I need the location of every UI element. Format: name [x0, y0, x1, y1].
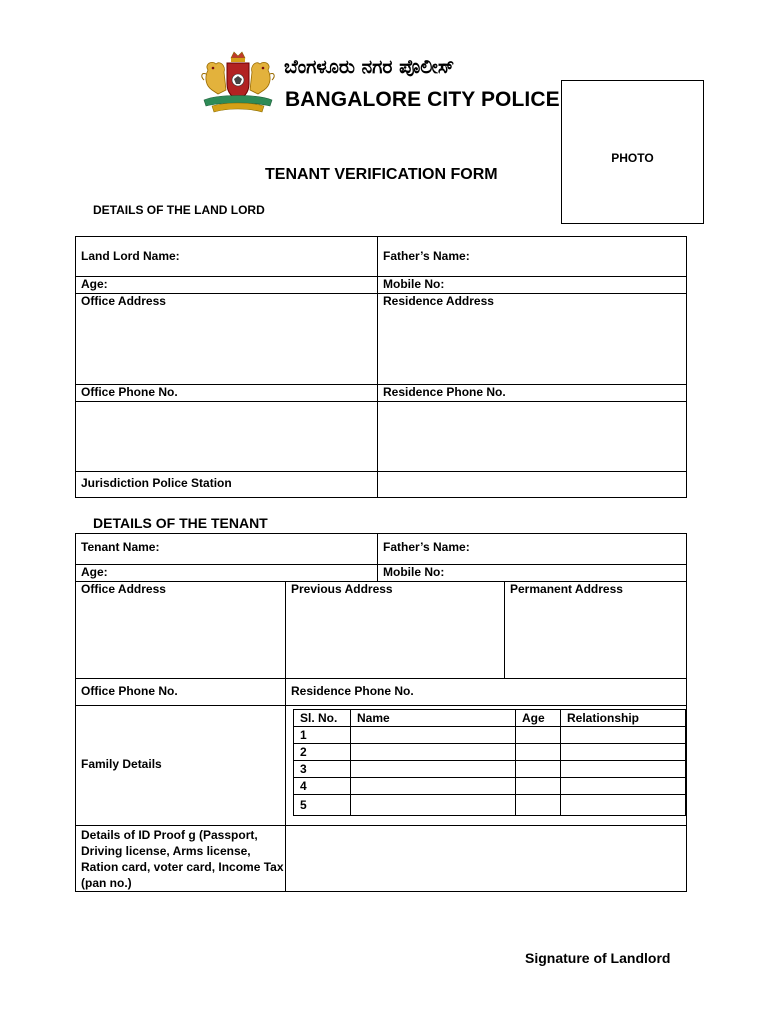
- family-row: [294, 744, 686, 761]
- department-title: BANGALORE CITY POLICE: [285, 88, 560, 111]
- form-title: TENANT VERIFICATION FORM: [265, 166, 498, 183]
- tenant-father-label: Father’s Name:: [383, 540, 470, 554]
- landlord-residence-phone-field[interactable]: [377, 401, 687, 472]
- family-row-number: 3: [294, 761, 351, 778]
- family-row-number: 5: [294, 795, 351, 816]
- tenant-father-field[interactable]: [377, 533, 687, 565]
- tenant-previous-address-field[interactable]: [285, 581, 505, 679]
- family-relationship-cell[interactable]: [561, 744, 686, 761]
- family-row: [294, 795, 686, 816]
- karnataka-emblem-icon: [198, 50, 278, 116]
- family-details-header: [75, 705, 286, 826]
- id-proof-label: Details of ID Proof g (Passport, Driving license, Arms license, Ration card, voter card, Income Tax (pan no.): [81, 828, 284, 890]
- tenant-residence-phone-field[interactable]: [285, 678, 687, 706]
- tenant-mobile-field[interactable]: [377, 564, 687, 582]
- family-age-cell[interactable]: [516, 744, 561, 761]
- family-table-header-row: [294, 710, 686, 727]
- landlord-mobile-label: Mobile No:: [383, 277, 445, 291]
- landlord-office-address-label: Office Address: [81, 294, 166, 308]
- jurisdiction-field[interactable]: [377, 471, 687, 498]
- landlord-residence-phone-header: [377, 384, 687, 402]
- family-relationship-cell[interactable]: [561, 727, 686, 744]
- family-name-cell[interactable]: [351, 778, 516, 795]
- photo-box: [561, 80, 704, 224]
- family-name-cell[interactable]: [351, 744, 516, 761]
- landlord-residence-address-field[interactable]: [377, 293, 687, 385]
- landlord-father-label: Father’s Name:: [383, 249, 470, 263]
- landlord-office-phone-label: Office Phone No.: [81, 385, 178, 399]
- tenant-name-field[interactable]: [75, 533, 378, 565]
- id-proof-header: [75, 825, 286, 892]
- family-row-number: 1: [294, 727, 351, 744]
- family-row: [294, 778, 686, 795]
- family-age-cell[interactable]: [516, 727, 561, 744]
- landlord-name-label: Land Lord Name:: [81, 249, 180, 263]
- family-name-cell[interactable]: [351, 761, 516, 778]
- landlord-age-field[interactable]: [75, 276, 378, 294]
- landlord-signature-label: Signature of Landlord: [525, 950, 671, 966]
- landlord-father-field[interactable]: [377, 236, 687, 277]
- landlord-name-field[interactable]: [75, 236, 378, 277]
- jurisdiction-header: [75, 471, 378, 498]
- landlord-age-label: Age:: [81, 277, 108, 291]
- family-details-table: [293, 709, 686, 816]
- tenant-permanent-address-field[interactable]: [504, 581, 687, 679]
- family-age-cell[interactable]: [516, 795, 561, 816]
- landlord-residence-phone-label: Residence Phone No.: [383, 385, 506, 399]
- landlord-office-address-field[interactable]: [75, 293, 378, 385]
- tenant-residence-phone-label: Residence Phone No.: [291, 684, 414, 698]
- family-row-number: 2: [294, 744, 351, 761]
- jurisdiction-label: Jurisdiction Police Station: [81, 476, 232, 490]
- family-row: [294, 727, 686, 744]
- landlord-office-phone-header: [75, 384, 378, 402]
- col-name: Name: [351, 710, 516, 727]
- family-row: [294, 761, 686, 778]
- tenant-age-label: Age:: [81, 565, 108, 579]
- landlord-residence-address-label: Residence Address: [383, 294, 494, 308]
- tenant-permanent-address-label: Permanent Address: [510, 582, 623, 596]
- tenant-office-phone-label: Office Phone No.: [81, 684, 178, 698]
- tenant-age-field[interactable]: [75, 564, 378, 582]
- tenant-office-address-label: Office Address: [81, 582, 166, 596]
- photo-label: PHOTO: [611, 151, 654, 165]
- col-sl-no: Sl. No.: [294, 710, 351, 727]
- family-name-cell[interactable]: [351, 795, 516, 816]
- family-name-cell[interactable]: [351, 727, 516, 744]
- kannada-title: ಬೆಂಗಳೂರು ನಗರ ಪೊಲೀಸ್: [284, 56, 455, 78]
- family-age-cell[interactable]: [516, 778, 561, 795]
- tenant-section-title: DETAILS OF THE TENANT: [93, 515, 268, 531]
- tenant-mobile-label: Mobile No:: [383, 565, 445, 579]
- family-details-label: Family Details: [81, 757, 162, 771]
- family-relationship-cell[interactable]: [561, 778, 686, 795]
- tenant-previous-address-label: Previous Address: [291, 582, 393, 596]
- tenant-name-label: Tenant Name:: [81, 540, 160, 554]
- col-relationship: Relationship: [561, 710, 686, 727]
- family-relationship-cell[interactable]: [561, 795, 686, 816]
- landlord-mobile-field[interactable]: [377, 276, 687, 294]
- col-age: Age: [516, 710, 561, 727]
- family-age-cell[interactable]: [516, 761, 561, 778]
- family-relationship-cell[interactable]: [561, 761, 686, 778]
- family-row-number: 4: [294, 778, 351, 795]
- tenant-office-phone-field[interactable]: [75, 678, 286, 706]
- id-proof-field[interactable]: [285, 825, 687, 892]
- landlord-office-phone-field[interactable]: [75, 401, 378, 472]
- tenant-office-address-field[interactable]: [75, 581, 286, 679]
- landlord-section-title: DETAILS OF THE LAND LORD: [93, 203, 265, 217]
